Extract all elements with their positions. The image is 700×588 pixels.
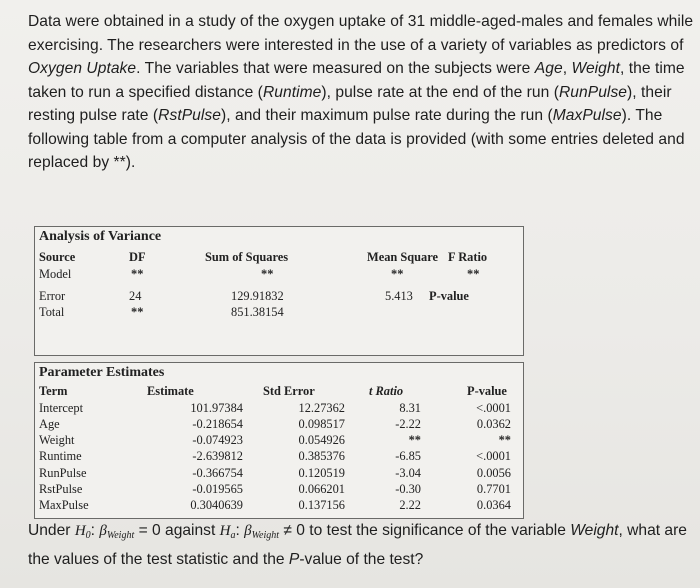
question-text xyxy=(28,519,696,572)
var-oxygen-uptake: Oxygen Uptake xyxy=(28,60,137,77)
anova-ss: 851.38154 xyxy=(231,305,284,319)
param-std-error: 0.066201 xyxy=(298,482,345,496)
params-header-p: P-value xyxy=(467,384,507,398)
question-part: , what are the values of the test statistic and the xyxy=(28,522,687,568)
anova-source: Model xyxy=(39,267,72,281)
question-part: : xyxy=(235,522,245,539)
intro-text: ), and their maximum pulse rate during the run ( xyxy=(220,107,553,124)
intro-text: ), their resting pulse rate ( xyxy=(28,83,672,124)
param-t-ratio: ** xyxy=(408,433,421,447)
param-p-value: 0.0362 xyxy=(476,417,511,431)
intro-text: , xyxy=(562,60,572,77)
param-t-ratio: 8.31 xyxy=(399,401,421,415)
question-part: to test the significance of the variable xyxy=(304,522,571,539)
alt-hypothesis-symbol: H xyxy=(219,523,231,539)
param-term: RstPulse xyxy=(39,482,83,496)
var-runpulse: RunPulse xyxy=(559,83,628,101)
question-part: = 0 xyxy=(134,522,161,539)
param-term: Runtime xyxy=(39,449,82,463)
problem-intro xyxy=(28,10,696,175)
param-estimate: -0.019565 xyxy=(192,482,243,496)
anova-ms: 5.413 xyxy=(385,289,413,303)
var-maxpulse: MaxPulse xyxy=(552,107,622,124)
param-p-value: <.0001 xyxy=(476,401,511,415)
params-header-se: Std Error xyxy=(263,384,315,398)
question-part: Under xyxy=(28,522,75,539)
param-estimate: 101.97384 xyxy=(190,401,243,415)
param-term: Weight xyxy=(39,433,75,447)
anova-header-source: Source xyxy=(39,250,76,264)
beta-symbol: β xyxy=(244,523,252,539)
anova-df: ** xyxy=(131,305,144,319)
var-rstpulse: RstPulse xyxy=(158,107,221,124)
param-term: MaxPulse xyxy=(39,498,89,512)
intro-text: . The variables that were measured on the subjects were xyxy=(136,60,535,77)
param-std-error: 0.137156 xyxy=(298,498,345,512)
param-std-error: 0.120519 xyxy=(298,466,345,480)
param-std-error: 12.27362 xyxy=(298,401,345,415)
anova-f: ** xyxy=(467,267,480,281)
param-t-ratio: -3.04 xyxy=(395,466,421,480)
param-t-ratio: 2.22 xyxy=(399,498,421,512)
anova-source: Error xyxy=(39,289,66,303)
beta-subscript: Weight xyxy=(251,530,280,541)
beta-symbol: β xyxy=(99,523,107,539)
param-p-value: 0.0056 xyxy=(476,466,511,480)
question-part: ≠ 0 xyxy=(279,522,305,539)
var-weight: Weight xyxy=(570,522,619,539)
question-part: against xyxy=(160,522,220,539)
anova-df: 24 xyxy=(129,289,142,303)
p-italic: P xyxy=(288,551,300,568)
anova-df: ** xyxy=(131,267,144,281)
param-p-value: <.0001 xyxy=(476,449,511,463)
anova-title: Analysis of Variance xyxy=(39,229,162,244)
param-term: Age xyxy=(39,417,60,431)
null-hypothesis-subscript: 0 xyxy=(85,530,91,541)
param-p-value: ** xyxy=(498,433,511,447)
param-estimate: -2.639812 xyxy=(192,449,243,463)
anova-header-df: DF xyxy=(129,250,146,264)
param-t-ratio: -2.22 xyxy=(395,417,421,431)
var-weight: Weight xyxy=(571,60,621,77)
param-estimate: -0.218654 xyxy=(192,417,243,431)
var-runtime: Runtime xyxy=(262,83,322,101)
anova-ms: ** xyxy=(391,267,404,281)
anova-header-ms: Mean Square xyxy=(367,250,439,264)
anova-ss: ** xyxy=(261,267,274,281)
anova-f: P-value xyxy=(429,289,469,303)
intro-text: Data were obtained in a study of the oxygen uptake of 31 middle-aged-males and females while exercising. The researchers were interested in the use of a variety of variables as predictors of xyxy=(28,13,694,54)
var-age: Age xyxy=(534,60,563,77)
param-term: Intercept xyxy=(39,401,84,415)
param-p-value: 0.7701 xyxy=(476,482,511,496)
params-header-estimate: Estimate xyxy=(147,384,194,398)
param-estimate: 0.3040639 xyxy=(190,498,243,512)
param-t-ratio: -6.85 xyxy=(395,449,421,463)
params-title: Parameter Estimates xyxy=(39,365,165,380)
question-part: -value of the test? xyxy=(299,551,424,568)
anova-source: Total xyxy=(39,305,65,319)
intro-text: ), pulse rate at the end of the run ( xyxy=(321,83,559,101)
param-term: RunPulse xyxy=(39,466,87,480)
param-std-error: 0.385376 xyxy=(298,449,345,463)
anova-table xyxy=(34,226,524,356)
alt-hypothesis-subscript: a xyxy=(230,530,236,541)
param-estimate: -0.366754 xyxy=(192,466,243,480)
null-hypothesis-symbol: H xyxy=(74,523,86,539)
question-part: : xyxy=(90,522,100,539)
intro-text: ). The following table from a computer analysis of the data is provided (with some entries deleted and replaced by **). xyxy=(28,107,685,171)
param-p-value: 0.0364 xyxy=(476,498,511,512)
params-header-term: Term xyxy=(39,384,68,398)
param-estimate: -0.074923 xyxy=(192,433,243,447)
parameter-estimates-table xyxy=(34,362,524,519)
beta-subscript: Weight xyxy=(106,530,135,541)
anova-header-f: F Ratio xyxy=(448,250,488,264)
param-std-error: 0.054926 xyxy=(298,433,345,447)
anova-header-ss: Sum of Squares xyxy=(205,250,289,264)
params-header-t: t Ratio xyxy=(369,384,404,398)
intro-text: , the time taken to run a specified distance ( xyxy=(28,60,685,101)
anova-ss: 129.91832 xyxy=(231,289,284,303)
param-std-error: 0.098517 xyxy=(298,417,345,431)
param-t-ratio: -0.30 xyxy=(395,482,421,496)
